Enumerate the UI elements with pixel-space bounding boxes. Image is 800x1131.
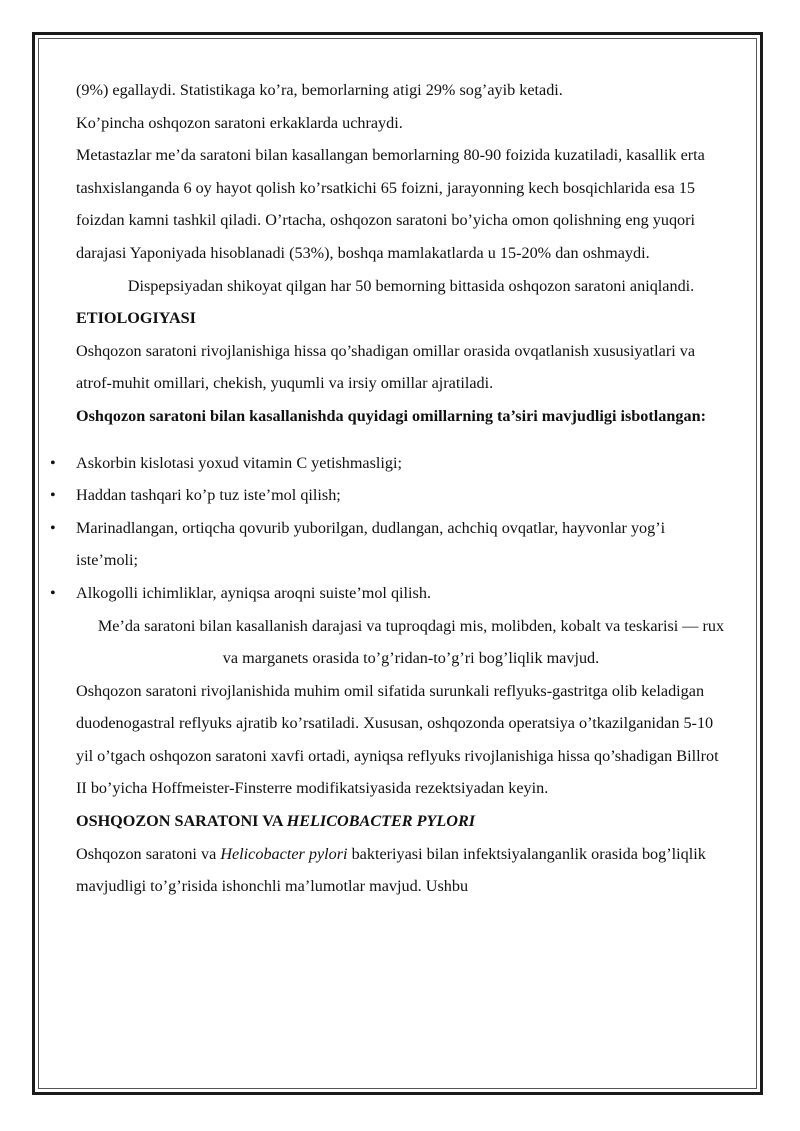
list-item	[50, 512, 726, 577]
heading-hp-prefix: OSHQOZON SARATONI VA	[76, 812, 287, 831]
heading-hp-italic: HELICOBACTER PYLORI	[286, 812, 476, 831]
risk-factor-list	[50, 447, 726, 610]
paragraph-etiology: Oshqozon saratoni rivojlanishiga hissa qo’shadigan omillar orasida ovqatlanish xususiyatlari va atrof-muhit omillari, chekish, yuqumli va irsiy omillar ajratiladi.	[76, 341, 696, 393]
bold-intro: Oshqozon saratoni bilan kasallanishda quyidagi omillarning ta’siri mavjudligi isbotlangan:	[76, 406, 706, 425]
paragraph-reflux: Oshqozon saratoni rivojlanishida muhim omil sifatida surunkali reflyuks-gastritga olib keladigan duodenogastral reflyuks ajratib ko’rsatiladi. Xususan, oshqozonda operatsiya o’tkazilganidan 5-10 yil o’tgach oshqozon saratoni xavfi ortadi, ayniqsa reflyuks rivojlanishiga hissa qo’shadigan Billrot II bo’yicha Hoffmeister-Finsterre modifikatsiyasida rezektsiyadan keyin.	[76, 681, 719, 798]
paragraph-hp-after: bakteriyasi bilan infektsiyalanganlik orasida bog’liqlik mavjudligi to’g’risida ishonchli ma’lumotlar mavjud. Ushbu	[76, 844, 706, 896]
bullet-icon: •	[50, 583, 56, 602]
paragraph-men: Ko’pincha oshqozon saratoni erkaklarda uchraydi.	[76, 113, 403, 132]
list-item-text: Alkogolli ichimliklar, ayniqsa aroqni suiste’mol qilish.	[76, 583, 431, 602]
bullet-icon: •	[50, 518, 56, 537]
list-item	[50, 447, 726, 480]
list-item	[50, 479, 726, 512]
list-item-text: Marinadlangan, ortiqcha qovurib yuborilgan, dudlangan, achchiq ovqatlar, hayvonlar yog’i iste’moli;	[76, 518, 666, 570]
paragraph-hp-before: Oshqozon saratoni va	[76, 844, 221, 863]
bullet-icon: •	[50, 486, 56, 505]
paragraph-helicobacter	[76, 838, 726, 903]
paragraph-statistics: (9%) egallaydi. Statistikaga ko’ra, bemorlarning atigi 29% sog’ayib ketadi.	[76, 81, 563, 99]
bullet-icon: •	[50, 453, 56, 472]
heading-etiology: ETIOLOGIYASI	[76, 309, 196, 328]
list-item	[50, 577, 726, 610]
heading-helicobacter	[76, 805, 726, 838]
paragraph-hp-italic: Helicobacter pylori	[220, 844, 348, 863]
document-body	[50, 74, 726, 903]
paragraph-metastases: Metastazlar me’da saratoni bilan kasallangan bemorlarning 80-90 foizida kuzatiladi, kasallik erta tashxislanganda 6 oy hayot qolish ko’rsatkichi 65 foizni, jarayonning kech bosqichlarida esa 15 foizdan kamni tashkil qiladi. O’rtacha, oshqozon saratoni bo’yicha omon qolishning eng yuqori darajasi Yaponiyada hisoblanadi (53%), boshqa mamlakatlarda u 15-20% dan oshmaydi.	[76, 146, 705, 262]
centered-dyspepsia: Dispepsiyadan shikoyat qilgan har 50 bemorning bittasida oshqozon saratoni aniqlandi.	[127, 276, 695, 295]
centered-soil-minerals: Me’da saratoni bilan kasallanish darajasi va tuproqdagi mis, molibden, kobalt va teskarisi — rux va marganets orasida to’g’ridan-to’g’ri bog’liqlik mavjud.	[97, 616, 725, 668]
list-item-text: Haddan tashqari ko’p tuz iste’mol qilish;	[76, 486, 341, 505]
list-item-text: Askorbin kislotasi yoxud vitamin C yetishmasligi;	[76, 453, 402, 472]
